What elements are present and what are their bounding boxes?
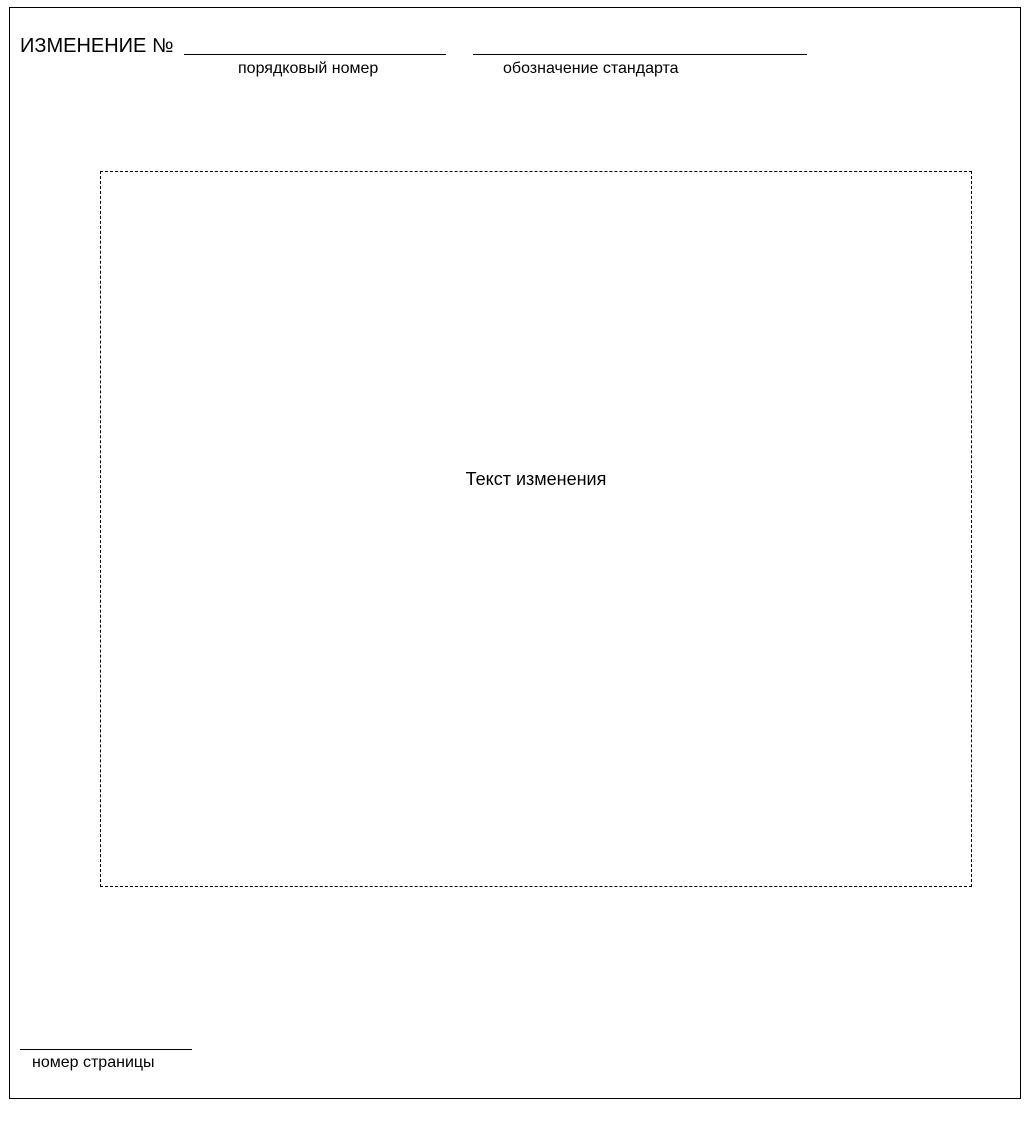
standard-designation-line	[473, 54, 807, 55]
change-number-caption: порядковый номер	[238, 60, 379, 77]
change-text-area	[100, 171, 972, 887]
change-text-placeholder: Текст изменения	[465, 469, 607, 489]
change-title: ИЗМЕНЕНИЕ №	[20, 35, 174, 57]
page-number-line	[20, 1049, 192, 1050]
standard-designation-caption: обозначение стандарта	[503, 60, 679, 77]
page-number-caption: номер страницы	[32, 1054, 155, 1071]
change-number-line	[184, 54, 446, 55]
